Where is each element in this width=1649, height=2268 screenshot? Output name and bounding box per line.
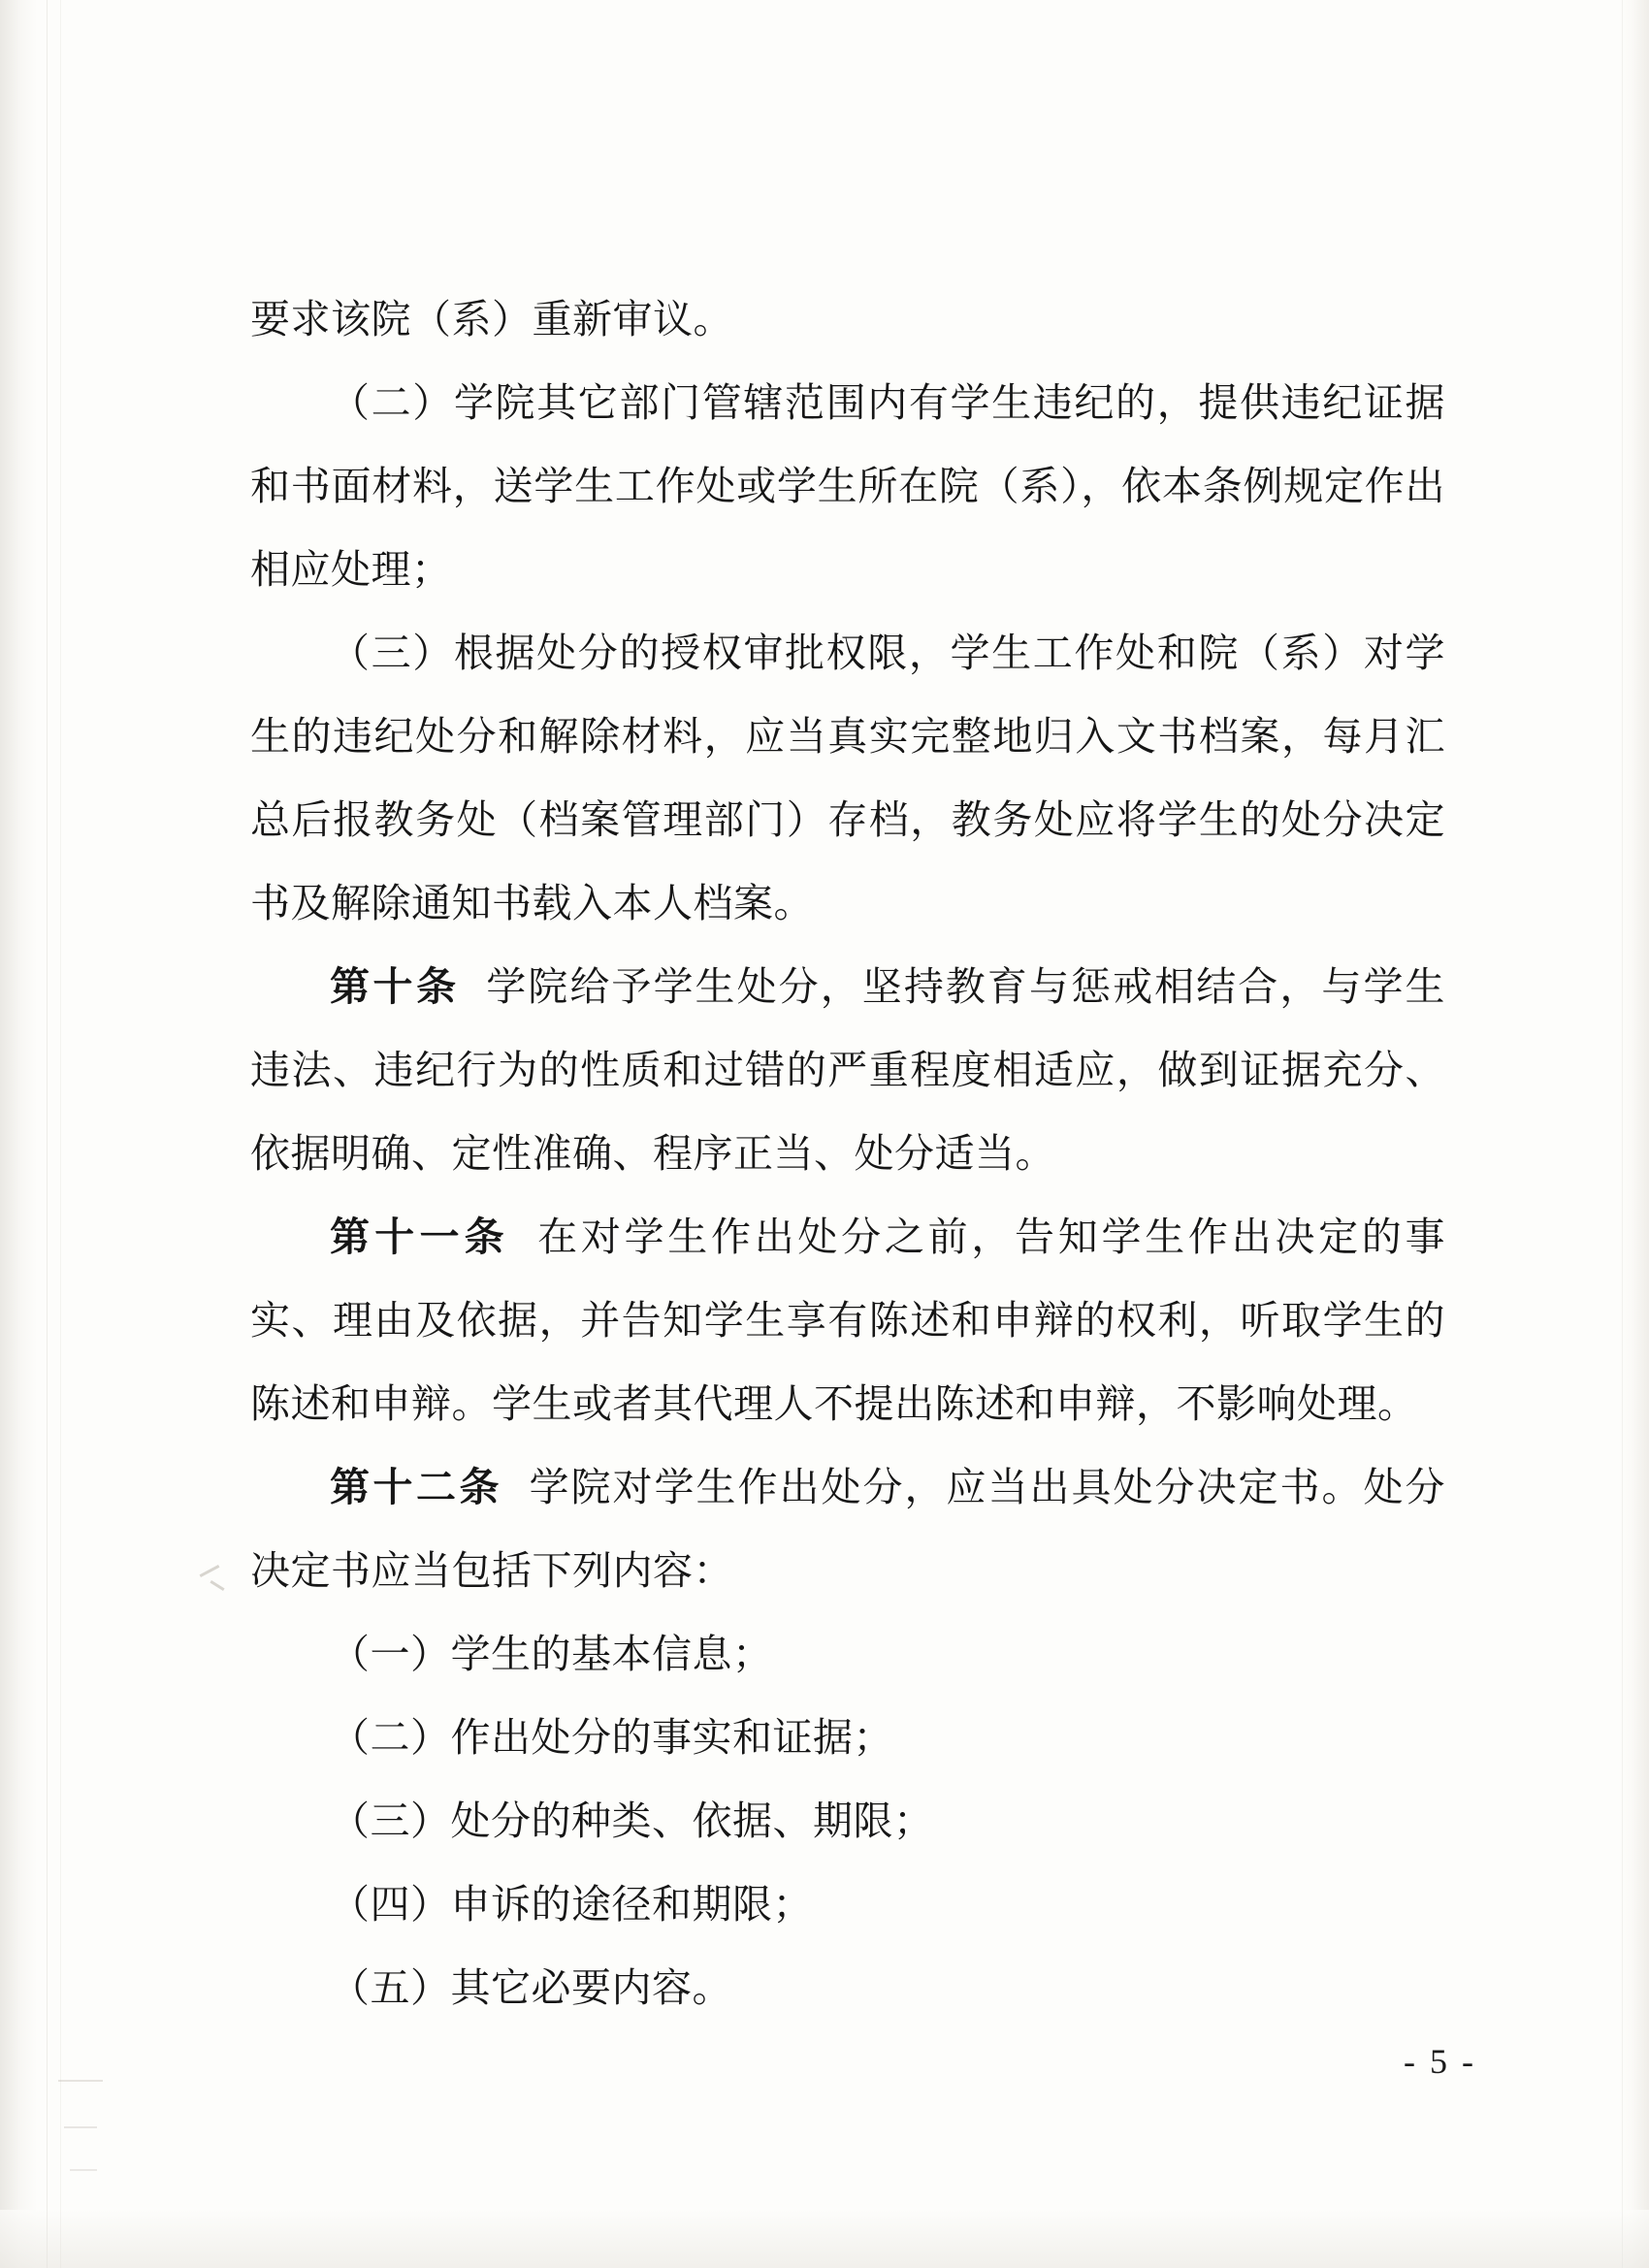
scan-artifact	[58, 2080, 103, 2082]
scan-artifact	[70, 2169, 97, 2171]
scan-artifact	[200, 1565, 220, 1577]
scan-edge-right	[1620, 0, 1649, 2268]
article-11-label: 第十一条	[330, 1214, 509, 1260]
article-12-label: 第十二条	[330, 1464, 502, 1510]
scan-streak	[60, 0, 61, 2268]
page-number: - 5 -	[1404, 2042, 1476, 2081]
article-12-text: 学院对学生作出处分，应当出具处分决定书。处分决定书应当包括下列内容：	[250, 1464, 1445, 1594]
article-12	[250, 1445, 1445, 1612]
scan-artifact	[64, 2126, 97, 2128]
scan-edge-bottom	[0, 2210, 1649, 2268]
article-10	[250, 945, 1445, 1195]
list-item-3: （三）处分的种类、依据、期限；	[330, 1798, 934, 1844]
list-item-5: （五）其它必要内容。	[330, 1964, 732, 2011]
scan-streak	[47, 0, 48, 2268]
paragraph-item-2: （二）学院其它部门管辖范围内有学生违纪的，提供违纪证据和书面材料，送学生工作处或学生所在院（系），依本条例规定作出相应处理；	[250, 379, 1445, 593]
article-10-text: 学院给予学生处分，坚持教育与惩戒相结合，与学生违法、违纪行为的性质和过错的严重程度相适应，做到证据充分、依据明确、定性准确、程序正当、处分适当。	[250, 963, 1446, 1177]
article-11	[250, 1195, 1445, 1445]
article-11-text: 在对学生作出处分之前，告知学生作出决定的事实、理由及依据，并告知学生享有陈述和申辩的权利，听取学生的陈述和申辩。学生或者其代理人不提出陈述和申辩，不影响处理。	[250, 1214, 1446, 1427]
scan-artifact	[210, 1580, 224, 1591]
paragraph: 要求该院（系）重新审议。	[250, 296, 733, 342]
article-10-label: 第十条	[330, 963, 460, 1010]
scan-edge-left	[0, 0, 37, 2268]
list-item-1: （一）学生的基本信息；	[330, 1631, 773, 1677]
document-body	[250, 277, 1445, 2029]
list-item-4: （四）申诉的途径和期限；	[330, 1881, 813, 1928]
scan-streak	[1622, 0, 1623, 2268]
paragraph-item-3: （三）根据处分的授权审批权限，学生工作处和院（系）对学生的违纪处分和解除材料，应当真实完整地归入文书档案，每月汇总后报教务处（档案管理部门）存档，教务处应将学生的处分决定书及解除通知书载入本人档案。	[250, 630, 1445, 926]
list-item-2: （二）作出处分的事实和证据；	[330, 1714, 893, 1761]
